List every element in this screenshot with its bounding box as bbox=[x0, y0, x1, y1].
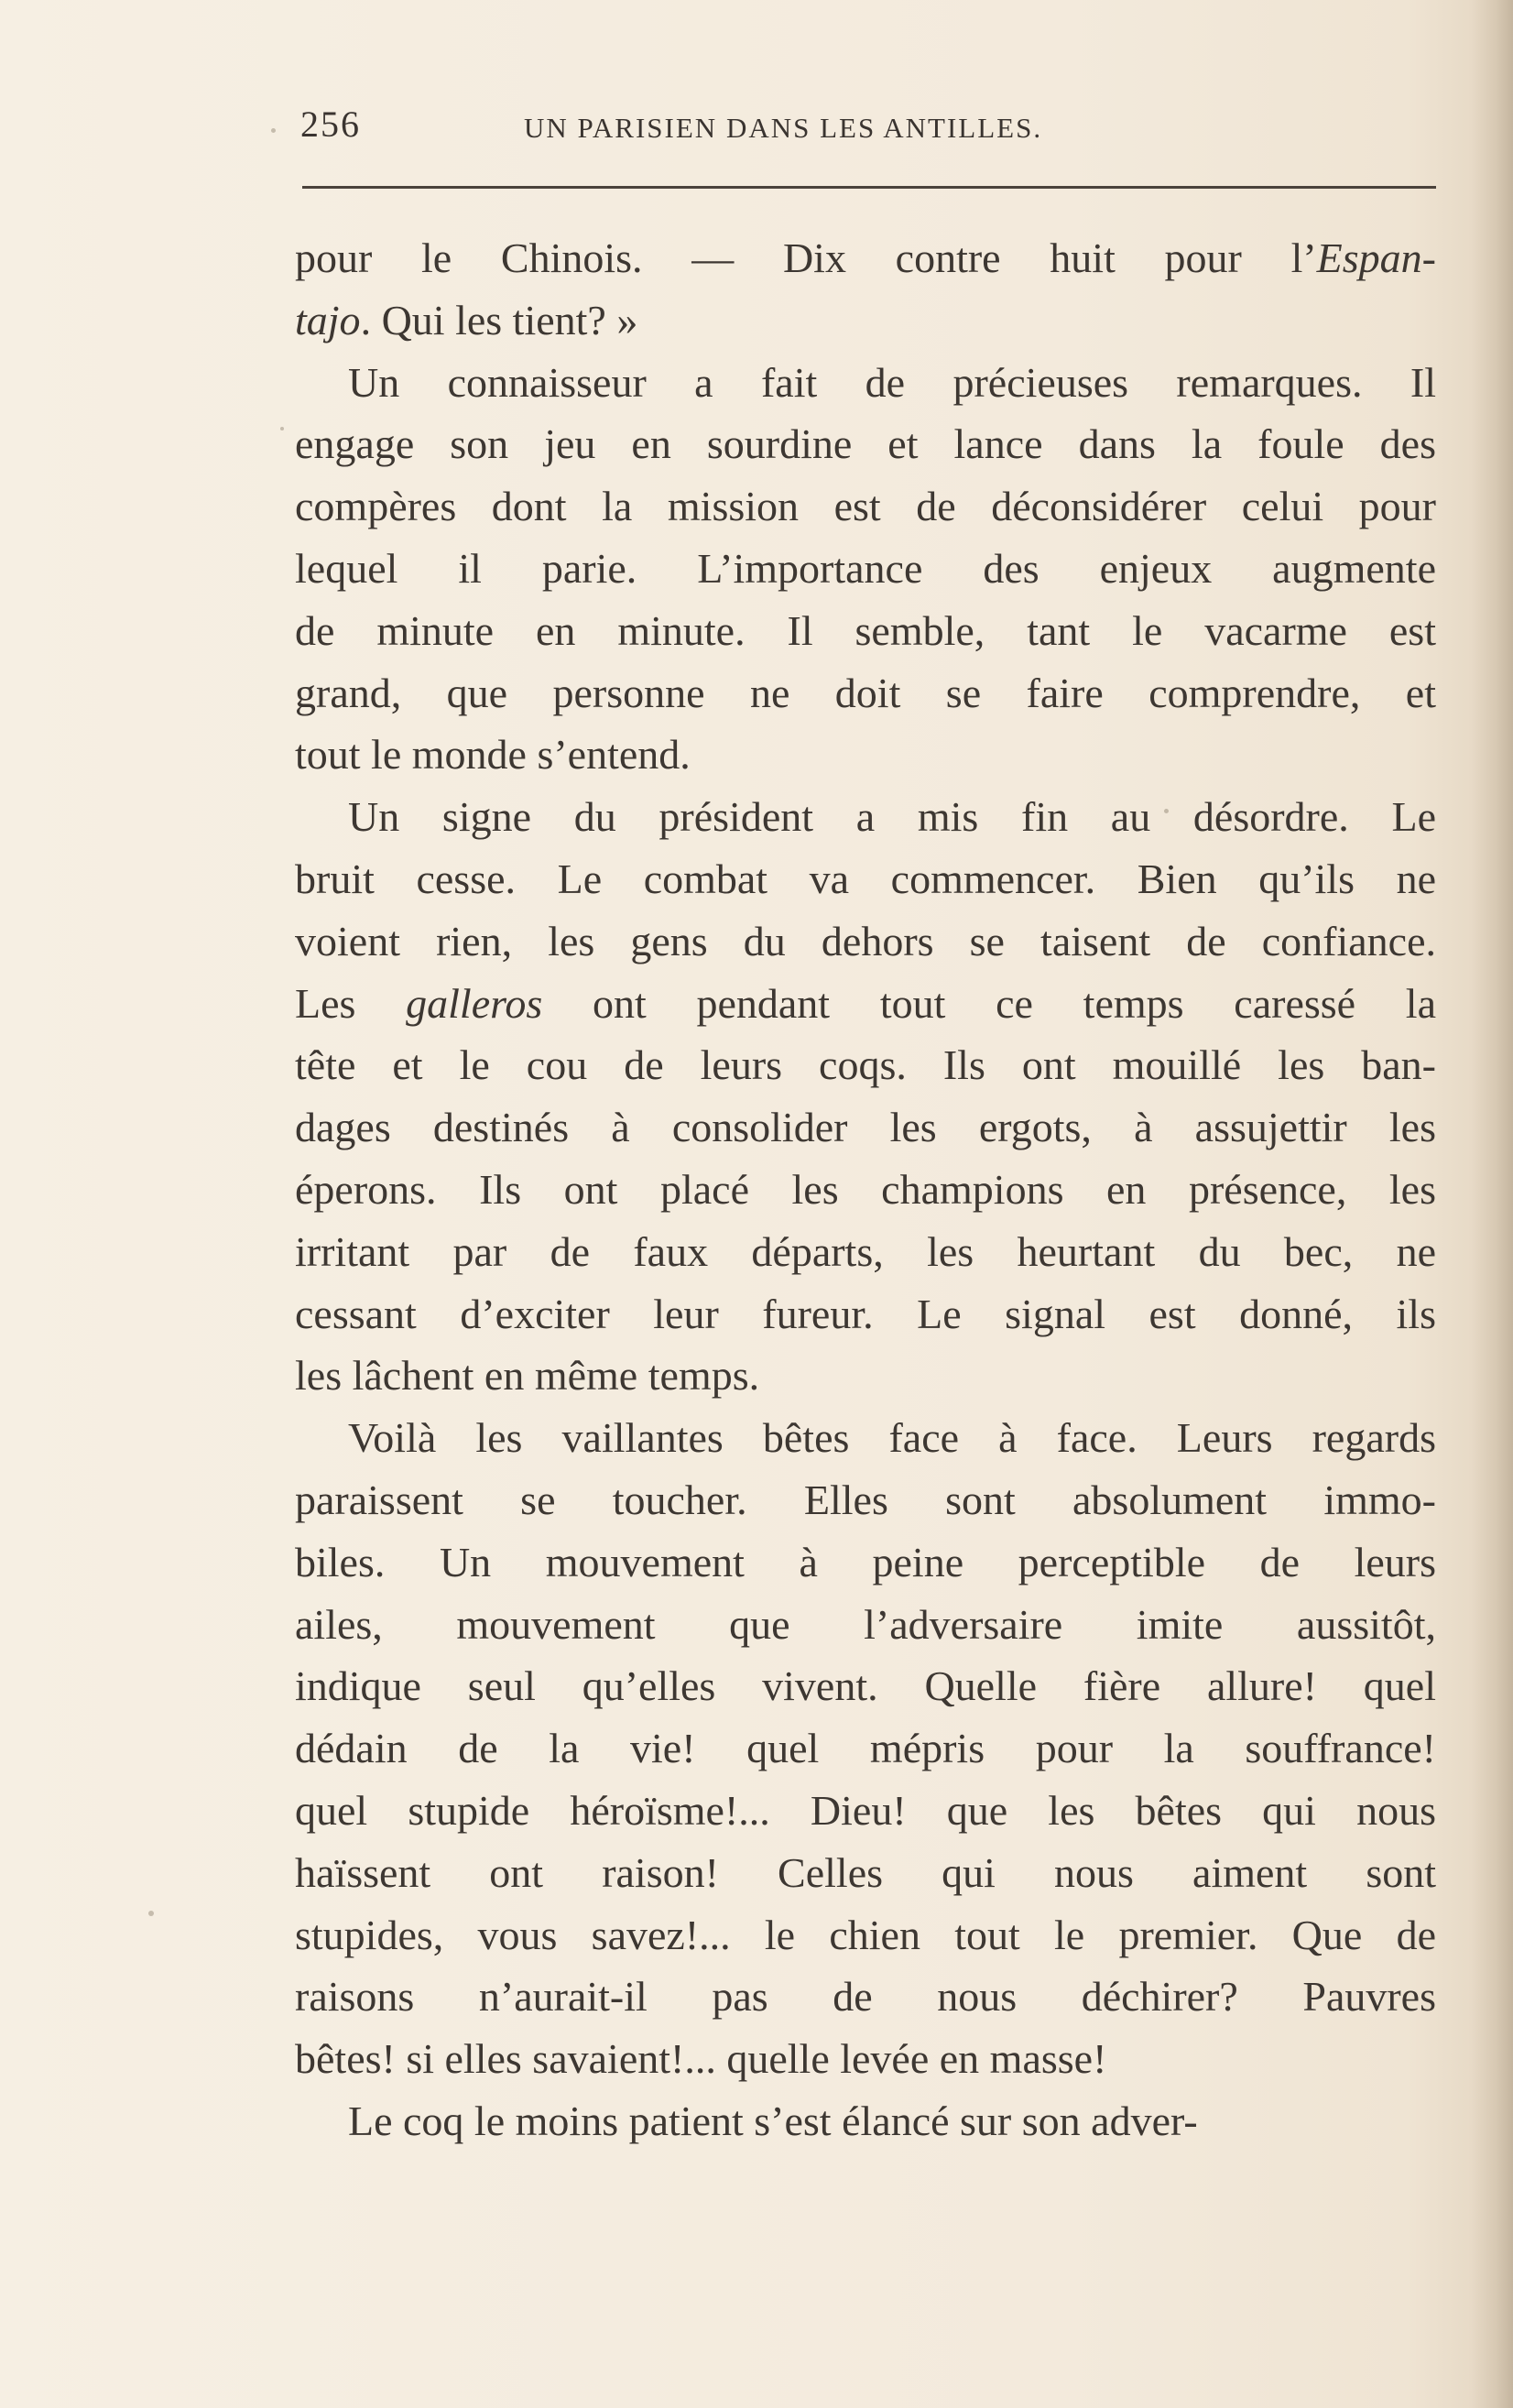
text-line: lequel il parie. L’importance des enjeux augmente bbox=[295, 544, 1436, 592]
text-line: Un connaisseur a fait de précieuses remarques. Il bbox=[348, 358, 1436, 406]
text-line: haïssent ont raison! Celles qui nous aiment sont bbox=[295, 1848, 1436, 1896]
text-line: tête et le cou de leurs coqs. Ils ont mouillé les ban- bbox=[295, 1041, 1436, 1089]
text-line: Les galleros ont pendant tout ce temps caressé la bbox=[295, 979, 1437, 1027]
text-line: voient rien, les gens du dehors se taisent de confiance. bbox=[295, 917, 1436, 964]
paper-speck bbox=[271, 128, 276, 133]
text-line: engage son jeu en sourdine et lance dans la foule des bbox=[295, 420, 1436, 468]
text-line: éperons. Ils ont placé les champions en présence, les bbox=[295, 1165, 1436, 1213]
text-line: les lâchent en même temps. bbox=[295, 1352, 760, 1400]
running-header bbox=[300, 103, 1436, 158]
text-line: irritant par de faux départs, les heurtant du bec, ne bbox=[295, 1227, 1436, 1275]
text-line: bruit cesse. Le combat va commencer. Bien qu’ils ne bbox=[295, 855, 1436, 902]
text-line: dages destinés à consolider les ergots, à assujettir les bbox=[295, 1104, 1436, 1151]
header-rule bbox=[302, 186, 1436, 189]
text-line: dédain de la vie! quel mépris pour la souffrance! bbox=[295, 1725, 1436, 1772]
text-line: Le coq le moins patient s’est élancé sur son adver- bbox=[348, 2097, 1198, 2144]
text-line: paraissent se toucher. Elles sont absolument immo- bbox=[295, 1476, 1436, 1523]
gutter-shadow bbox=[1471, 0, 1513, 2408]
text-line: pour le Chinois. — Dix contre huit pour l’Espan- bbox=[295, 234, 1436, 281]
text-line: Voilà les vaillantes bêtes face à face. Leurs regards bbox=[348, 1414, 1436, 1462]
text-line: grand, que personne ne doit se faire comprendre, et bbox=[295, 669, 1436, 716]
text-line: de minute en minute. Il semble, tant le vacarme est bbox=[295, 606, 1436, 654]
text-line: ailes, mouvement que l’adversaire imite aussitôt, bbox=[295, 1600, 1436, 1648]
paper-speck bbox=[1164, 809, 1169, 813]
text-line: raisons n’aurait-il pas de nous déchirer? Pauvres bbox=[295, 1973, 1436, 2021]
text-line: quel stupide héroïsme!... Dieu! que les bêtes qui nous bbox=[295, 1786, 1436, 1834]
text-line: stupides, vous savez!... le chien tout le premier. Que de bbox=[295, 1911, 1436, 1958]
text-line: cessant d’exciter leur fureur. Le signal est donné, ils bbox=[295, 1290, 1436, 1337]
text-line: biles. Un mouvement à peine perceptible de leurs bbox=[295, 1538, 1436, 1585]
paper-speck bbox=[148, 1911, 154, 1916]
text-line: tajo. Qui les tient? » bbox=[295, 296, 638, 343]
text-line: compères dont la mission est de déconsidérer celui pour bbox=[295, 483, 1436, 530]
text-line: indique seul qu’elles vivent. Quelle fière allure! quel bbox=[295, 1662, 1436, 1710]
running-title: UN PARISIEN DANS LES ANTILLES. bbox=[524, 112, 1043, 144]
text-line: Un signe du président a mis fin au désordre. Le bbox=[348, 793, 1436, 841]
page-number: 256 bbox=[300, 104, 361, 145]
body-text bbox=[295, 227, 1436, 2152]
text-line: tout le monde s’entend. bbox=[295, 731, 691, 779]
paper-speck bbox=[280, 427, 284, 430]
text-line: bêtes! si elles savaient!... quelle levée en masse! bbox=[295, 2035, 1107, 2083]
